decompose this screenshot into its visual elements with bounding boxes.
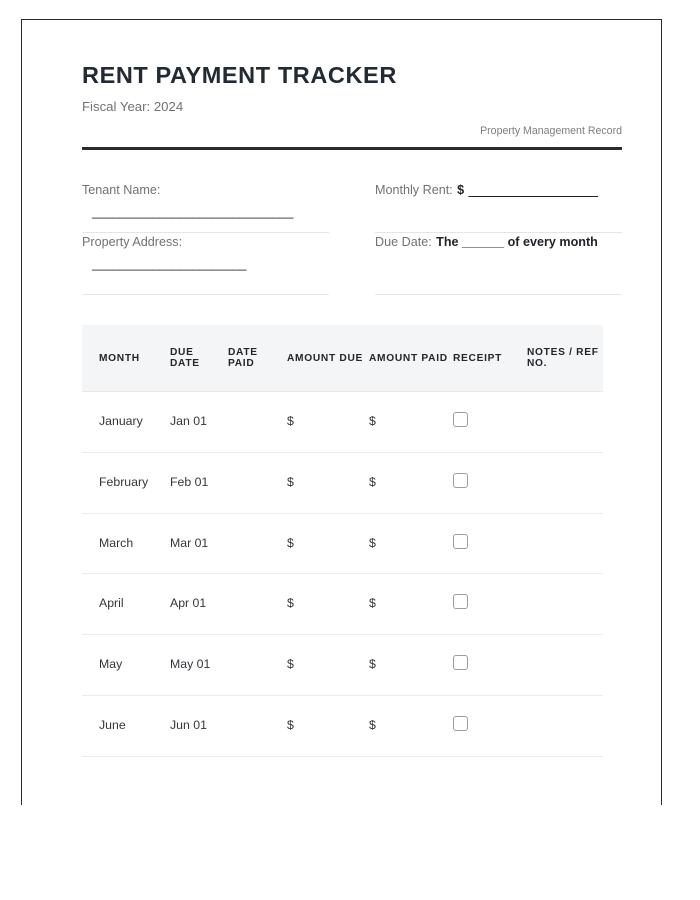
table-row — [82, 695, 603, 756]
cell-amount-paid[interactable]: $ — [369, 635, 453, 696]
due-date-input[interactable]: The ______ of every month — [436, 235, 598, 250]
cell-notes[interactable] — [527, 452, 603, 513]
cell-month: January — [82, 392, 170, 453]
cell-amount-paid[interactable]: $ — [369, 513, 453, 574]
cell-month: June — [82, 695, 170, 756]
currency-symbol: $ — [457, 183, 465, 198]
cell-due-date: Apr 01 — [170, 574, 228, 635]
monthly-rent-field[interactable] — [375, 181, 622, 233]
cell-receipt[interactable] — [453, 695, 527, 756]
receipt-checkbox[interactable] — [453, 655, 468, 670]
property-address-input[interactable]: _______________________ — [92, 256, 247, 271]
cell-amount-paid[interactable]: $ — [369, 452, 453, 513]
cell-amount-due[interactable]: $ — [287, 635, 369, 696]
table-row — [82, 513, 603, 574]
cell-amount-due[interactable]: $ — [287, 452, 369, 513]
tenant-info-grid — [82, 181, 622, 295]
cell-receipt[interactable] — [453, 635, 527, 696]
cell-amount-paid[interactable]: $ — [369, 695, 453, 756]
cell-amount-due[interactable]: $ — [287, 574, 369, 635]
cell-amount-paid[interactable]: $ — [369, 392, 453, 453]
tenant-name-label: Tenant Name: — [82, 183, 161, 198]
document-page — [21, 19, 662, 805]
cell-receipt[interactable] — [453, 392, 527, 453]
monthly-rent-input[interactable]: _______________ — [468, 181, 598, 199]
title-divider — [82, 147, 622, 150]
cell-notes[interactable] — [527, 513, 603, 574]
column-header-amount-due: AMOUNT DUE — [287, 325, 369, 392]
table-row — [82, 635, 603, 696]
due-date-label: Due Date: — [375, 235, 432, 250]
cell-due-date: Mar 01 — [170, 513, 228, 574]
cell-due-date: Jan 01 — [170, 392, 228, 453]
cell-date-paid[interactable] — [228, 392, 287, 453]
receipt-checkbox[interactable] — [453, 473, 468, 488]
cell-amount-paid[interactable]: $ — [369, 574, 453, 635]
payment-table-wrap — [82, 325, 622, 756]
cell-date-paid[interactable] — [228, 635, 287, 696]
property-address-field[interactable] — [82, 233, 329, 295]
cell-month: February — [82, 452, 170, 513]
cell-receipt[interactable] — [453, 574, 527, 635]
table-row — [82, 392, 603, 453]
cell-month: March — [82, 513, 170, 574]
cell-notes[interactable] — [527, 695, 603, 756]
cell-due-date: May 01 — [170, 635, 228, 696]
cell-date-paid[interactable] — [228, 452, 287, 513]
cell-receipt[interactable] — [453, 513, 527, 574]
cell-receipt[interactable] — [453, 452, 527, 513]
table-row — [82, 452, 603, 513]
cell-date-paid[interactable] — [228, 513, 287, 574]
receipt-checkbox[interactable] — [453, 716, 468, 731]
cell-amount-due[interactable]: $ — [287, 513, 369, 574]
document-content — [22, 20, 661, 757]
cell-month: April — [82, 574, 170, 635]
column-header-due-date: DUE DATE — [170, 325, 228, 392]
document-page-inner — [22, 20, 661, 757]
cell-amount-due[interactable]: $ — [287, 392, 369, 453]
cell-amount-due[interactable]: $ — [287, 695, 369, 756]
column-header-receipt: RECEIPT — [453, 325, 527, 392]
cell-due-date: Jun 01 — [170, 695, 228, 756]
cell-notes[interactable] — [527, 392, 603, 453]
cell-date-paid[interactable] — [228, 695, 287, 756]
table-body — [82, 392, 603, 756]
cell-notes[interactable] — [527, 635, 603, 696]
receipt-checkbox[interactable] — [453, 534, 468, 549]
record-type-label: Property Management Record — [480, 125, 622, 138]
receipt-checkbox[interactable] — [453, 412, 468, 427]
page-title: RENT PAYMENT TRACKER — [82, 62, 397, 88]
cell-date-paid[interactable] — [228, 574, 287, 635]
column-header-month: MONTH — [82, 325, 170, 392]
column-header-date-paid: DATE PAID — [228, 325, 287, 392]
receipt-checkbox[interactable] — [453, 594, 468, 609]
table-row — [82, 574, 603, 635]
cell-notes[interactable] — [527, 574, 603, 635]
cell-due-date: Feb 01 — [170, 452, 228, 513]
monthly-rent-label: Monthly Rent: — [375, 183, 453, 198]
column-header-amount-paid: AMOUNT PAID — [369, 325, 453, 392]
document-header — [82, 60, 622, 150]
cell-month: May — [82, 635, 170, 696]
tenant-name-field[interactable] — [82, 181, 329, 233]
fiscal-year-label: Fiscal Year: 2024 — [82, 98, 184, 114]
tenant-name-input[interactable]: ______________________________ — [92, 204, 294, 219]
table-header-row — [82, 325, 603, 392]
property-address-label: Property Address: — [82, 235, 183, 250]
column-header-notes: NOTES / REF NO. — [527, 325, 603, 392]
table-header — [82, 325, 603, 392]
due-date-field[interactable] — [375, 233, 622, 295]
rent-payment-table — [82, 325, 603, 756]
